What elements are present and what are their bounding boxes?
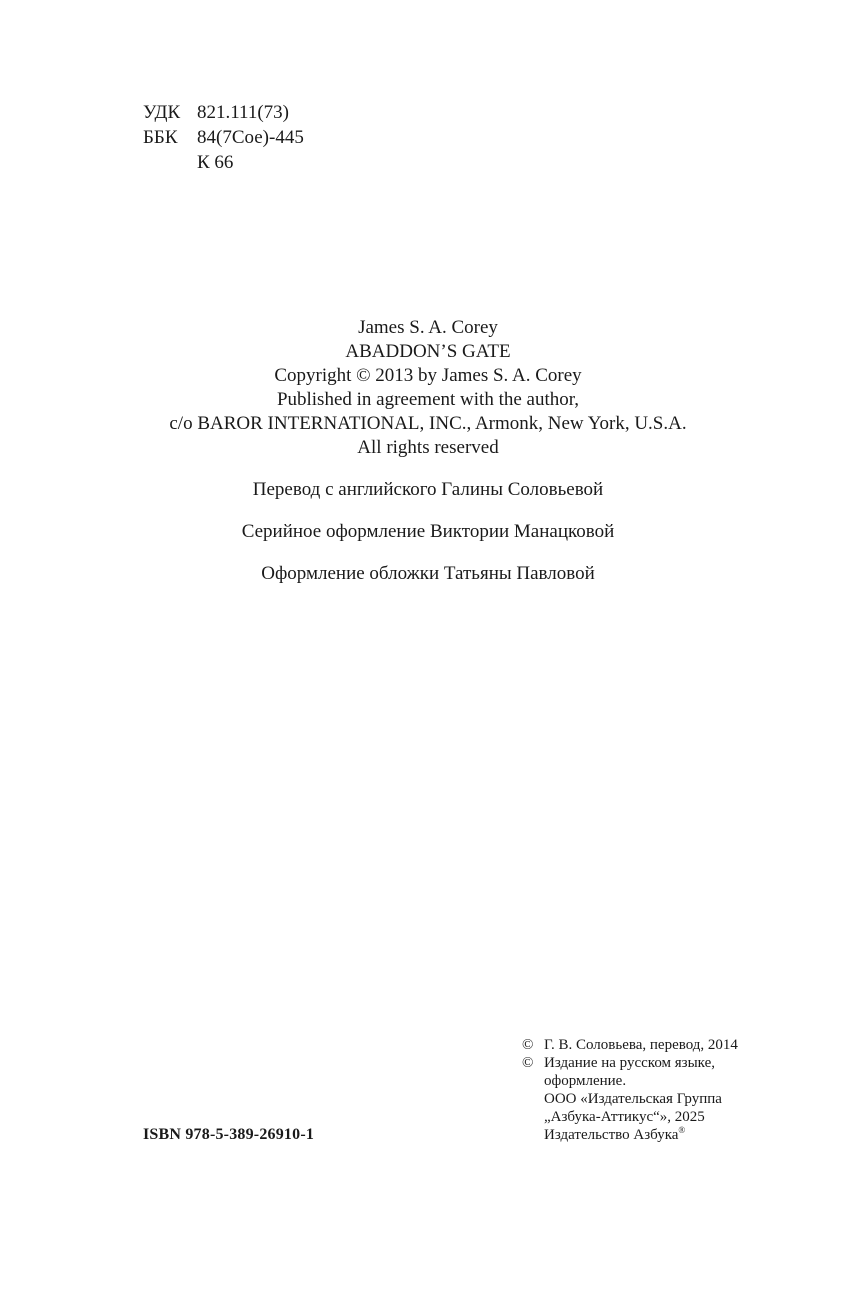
copyright-symbol: © (522, 1055, 534, 1071)
bbk-value: 84(7Сое)-445 (197, 127, 304, 148)
notice-line: „Азбука-Аттикус“», 2025 (544, 1109, 705, 1125)
isbn: ISBN 978-5-389-26910-1 (143, 1126, 315, 1143)
copyright-symbol: © (522, 1037, 534, 1053)
copyright-notices (522, 1036, 738, 1144)
original-title: ABADDON’S GATE (345, 341, 511, 362)
author-sign-row (143, 150, 304, 175)
edition-notice (522, 1054, 738, 1144)
registered-mark: ® (678, 1125, 686, 1135)
cover-design-credit: Оформление обложки Татьяны Павловой (261, 563, 595, 584)
credits-block (0, 478, 856, 604)
notice-line: оформление. (544, 1073, 627, 1089)
original-author: James S. A. Corey (358, 317, 498, 338)
publication-agreement: Published in agreement with the author, (276, 389, 580, 410)
notice-line: Г. В. Соловьева, перевод, 2014 (544, 1037, 738, 1053)
udk-row (143, 100, 304, 125)
author-sign-code (143, 150, 197, 175)
rights-reserved: All rights reserved (357, 437, 499, 458)
publisher-line (544, 1126, 722, 1144)
notice-line: ООО «Издательская Группа (544, 1091, 722, 1107)
notice-line: Издание на русском языке, (544, 1055, 715, 1071)
original-edition-block (0, 316, 856, 460)
original-copyright: Copyright © 2013 by James S. A. Corey (274, 365, 582, 386)
series-design-credit: Серийное оформление Виктории Манацковой (241, 521, 615, 542)
classification-block (143, 100, 304, 175)
bbk-row (143, 125, 304, 150)
udk-value: 821.111(73) (197, 102, 289, 123)
udk-code: УДК (143, 102, 181, 123)
translation-notice (522, 1036, 738, 1054)
translation-credit: Перевод с английского Галины Соловьевой (252, 479, 604, 500)
literary-agency: c/o BAROR INTERNATIONAL, INC., Armonk, New York, U.S.A. (169, 413, 687, 434)
author-sign-value: К 66 (197, 152, 234, 173)
bbk-code: ББК (143, 127, 178, 148)
publisher-name: Издательство Азбука (544, 1127, 679, 1143)
